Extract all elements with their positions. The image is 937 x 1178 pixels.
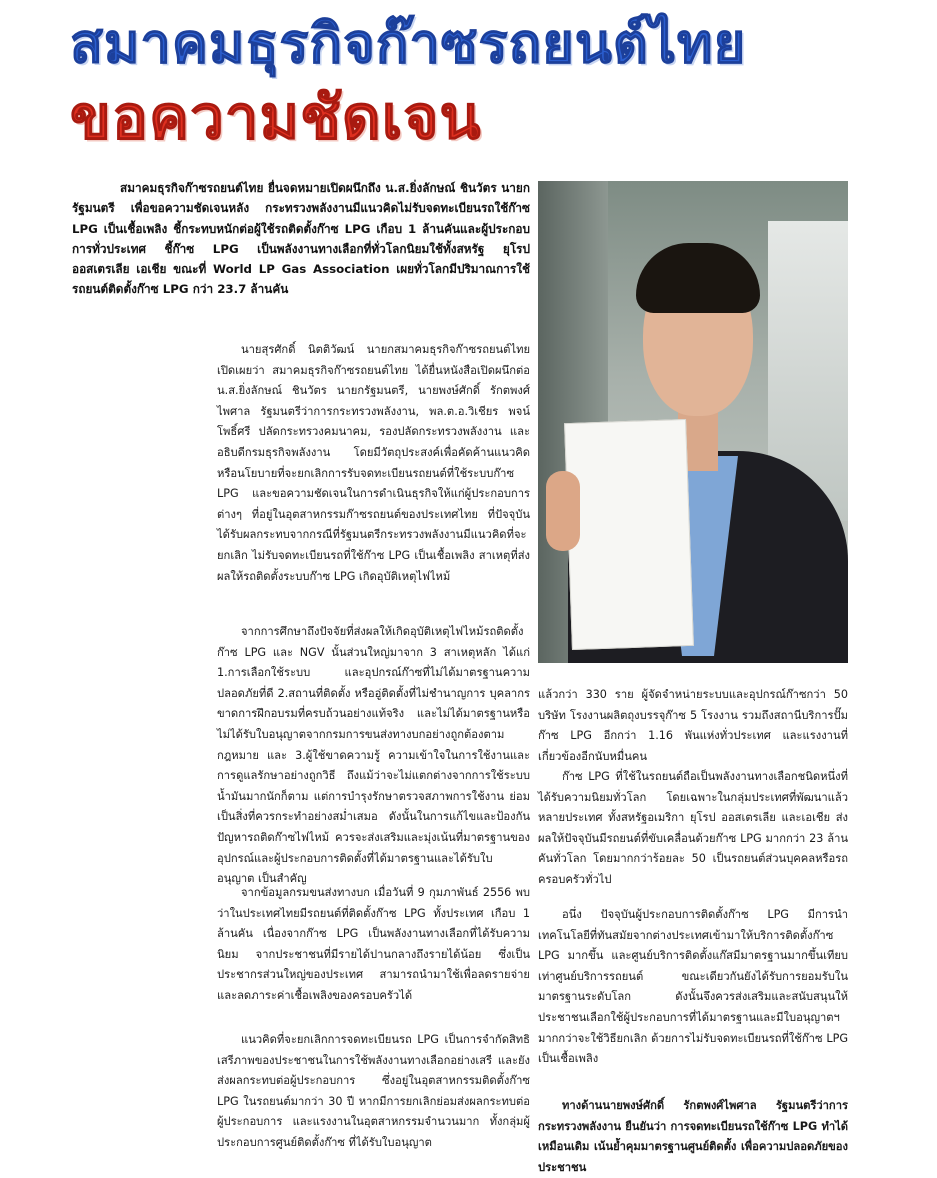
left-paragraph-4: แนวคิดที่จะยกเลิกการจดทะเบียนรถ LPG เป็นการจำกัดสิทธิเสรีภาพของประชาชนในการใช้พลังงานทางเลือกอย่างเสรี และยังส่งผลกระทบต่อผู้ประกอบการ ซึ่งอยู่ในอุตสาหกรรมติดตั้งก๊าซ LPG ในรถยนต์มากว่า 30 ปี หากมีการยกเลิกย่อมส่งผลกระทบต่อผู้ประกอบการ และแรงงานในอุตสาหกรรมจำนวนมาก ทั้งกลุ่มผู้ประกอบการศูนย์ติดตั้งก๊าซ ที่ได้รับใบอนุญาต <box>217 1033 530 1149</box>
left-paragraph-3: จากข้อมูลกรมขนส่งทางบก เมื่อวันที่ 9 กุมภาพันธ์ 2556 พบว่าในประเทศไทยมีรถยนต์ที่ติดตั้งก๊าซ LPG ทั้งประเทศ เกือบ 1 ล้านคัน เนื่องจากก๊าซ LPG เป็นพลังงานทางเลือกที่ได้รับความนิยม จากประชาชนที่มีรายได้ปานกลางถึงรายได้น้อย ซึ่งเป็นประชากรส่วนใหญ่ของประเทศ สามารถนำมาใช้เพื่อลดรายจ่าย และลดภาระค่าเชื้อเพลิงของครอบครัวได้ <box>217 886 530 1002</box>
news-photo <box>538 181 848 663</box>
photo-letter-document <box>564 419 694 650</box>
left-paragraph-2: จากการศึกษาถึงปัจจัยที่ส่งผลให้เกิดอุบัติเหตุไฟไหม้รถติดตั้งก๊าซ LPG และ NGV นั้นส่วนใหญ่มาจาก 3 สาเหตุหลัก ได้แก่ 1.การเลือกใช้ระบบ และอุปกรณ์ก๊าซที่ไม่ได้มาตรฐานความปลอดภัยที่ดี 2.สถานที่ติดตั้ง หรืออู่ติดตั้งที่ไม่ชำนาญการ บุคลากรขาดการฝึกอบรมที่ครบถ้วนอย่างแท้จริง และไม่ได้มาตรฐานหรือไม่ได้รับใบอนุญาตจากกรมการขนส่งทางบกอย่างถูกต้องตามกฎหมาย และ 3.ผู้ใช้ขาดความรู้ ความเข้าใจในการใช้งานและการดูแลรักษาอย่างถูกวิธี ถึงแม้ว่าจะไม่แตกต่างจากการใช้ระบบน้ำมันมากนักก็ตาม แต่การบำรุงรักษาตรวจสภาพการใช้งาน ย่อมเป็นสิ่งที่ควรกระทำอย่างสม่ำเสมอ ดังนั้นในการแก้ไขและป้องกันปัญหารถติดก๊าซไฟไหม้ ควรจะส่งเสริมและมุ่งเน้นที่มาตรฐานของอุปกรณ์และผู้ประกอบการติดตั้งที่ได้มาตรฐานและได้รับใบอนุญาต เป็นสำคัญ <box>217 625 530 886</box>
right-paragraph-4: ทางด้านนายพงษ์ศักดิ์ รักตพงศ์ไพศาล รัฐมนตรีว่าการกระทรวงพลังงาน ยืนยันว่า การจดทะเบียนรถใช้ก๊าซ LPG ทำได้เหมือนเดิม เน้นย้ำคุมมาตรฐานศูนย์ติดตั้ง เพื่อความปลอดภัยของประชาชน <box>538 1099 848 1174</box>
right-paragraph-3: อนึ่ง ปัจจุบันผู้ประกอบการติดตั้งก๊าซ LPG มีการนำเทคโนโลยีที่ทันสมัยจากต่างประเทศเข้ามาให้บริการติดตั้งก๊าซ LPG มากขึ้น และศูนย์บริการติดตั้งแก๊สมีมาตรฐานมากขึ้นเทียบเท่าศูนย์บริการรถยนต์ ขณะเดียวกันยังได้รับการยอมรับในมาตรฐานระดับโลก ดังนั้นจึงควรส่งเสริมและสนับสนุนให้ประชาชนเลือกใช้ผู้ประกอบการที่ได้มาตรฐานและมีใบอนุญาตฯ มากกว่าจะใช้วิธียกเลิก ด้วยการไม่รับจดทะเบียนรถที่ใช้ก๊าซ LPG เป็นเชื้อเพลิง <box>538 908 848 1066</box>
lead-paragraph: สมาคมธุรกิจก๊าซรถยนต์ไทย ยื่นจดหมายเปิดผนึกถึง น.ส.ยิ่งลักษณ์ ชินวัตร นายกรัฐมนตรี เพื่อขอความชัดเจนหลัง กระทรวงพลังงานมีแนวคิดไม่รับจดทะเบียนรถใช้ก๊าซ LPG เป็นเชื้อเพลิง ชี้กระทบหนักต่อผู้ใช้รถติดตั้งก๊าซ LPG เกือบ 1 ล้านคันและผู้ประกอบการทั่วประเทศ ชี้ก๊าซ LPG เป็นพลังงานทางเลือกที่ทั่วโลกนิยมใช้ทั้งสหรัฐ ยุโรป ออสเตรเลีย เอเชีย ขณะที่ World LP Gas Association เผยทั่วโลกมีปริมาณการใช้รถยนต์ติดตั้งก๊าซ LPG กว่า 23.7 ล้านคัน <box>72 181 530 297</box>
right-paragraph-1: แล้วกว่า 330 ราย ผู้จัดจำหน่ายระบบและอุปกรณ์ก๊าซกว่า 50 บริษัท โรงงานผลิตถุงบรรจุก๊าซ 5 โรงงาน รวมถึงสถานีบริการปั๊มก๊าซ LPG อีกกว่า 1.16 พันแห่งทั่วประเทศ และแรงงานที่เกี่ยวข้องอีกนับหมื่นคน <box>538 688 848 763</box>
headline-line-2: ขอความชัดเจน <box>70 83 482 153</box>
photo-hair <box>636 243 760 313</box>
headline-line-1: สมาคมธุรกิจก๊าซรถยนต์ไทย <box>70 12 747 75</box>
right-paragraph-2: ก๊าซ LPG ที่ใช้ในรถยนต์ถือเป็นพลังงานทางเลือกชนิดหนึ่งที่ได้รับความนิยมทั่วโลก โดยเฉพาะในกลุ่มประเทศที่พัฒนาแล้วหลายประเทศ ทั้งสหรัฐอเมริกา ยุโรป ออสเตรเลีย และเอเชีย ส่งผลให้ปัจจุบันมีรถยนต์ที่ขับเคลื่อนด้วยก๊าซ LPG มากกว่า 23 ล้านคันทั่วโลก โดยมากกว่าร้อยละ 50 เป็นรถยนต์ส่วนบุคคลหรือรถครอบครัวทั่วไป <box>538 770 848 886</box>
left-paragraph-1: นายสุรศักดิ์ นิตติวัฒน์ นายกสมาคมธุรกิจก๊าซรถยนต์ไทย เปิดเผยว่า สมาคมธุรกิจก๊าซรถยนต์ไทย ได้ยื่นหนังสือเปิดผนึกต่อ น.ส.ยิ่งลักษณ์ ชินวัตร นายกรัฐมนตรี, นายพงษ์ศักดิ์ รักตพงศ์ไพศาล รัฐมนตรีว่าการกระทรวงพลังงาน, พล.ต.อ.วิเชียร พจน์โพธิ์ศรี ปลัดกระทรวงคมนาคม, รองปลัดกระทรวงพลังงาน และอธิบดีกรมธุรกิจพลังงาน โดยมีวัตถุประสงค์เพื่อคัดค้านแนวคิดหรือนโยบายที่จะยกเลิกการรับจดทะเบียนรถยนต์ที่ใช้ระบบก๊าซ LPG และขอความชัดเจนในการดำเนินธุรกิจให้แก่ผู้ประกอบการต่างๆ ที่อยู่ในอุตสาหกรรมก๊าซรถยนต์ของประเทศไทย ที่ปัจจุบันได้รับผลกระทบจากกรณีที่รัฐมนตรีกระทรวงพลังงานมีแนวคิดที่จะยกเลิก ไม่รับจดทะเบียนรถที่ใช้ก๊าซ LPG เป็นเชื้อเพลิง สาเหตุที่ส่งผลให้รถติดตั้งระบบก๊าซ LPG เกิดอุบัติเหตุไฟไหม้ <box>217 343 530 583</box>
photo-hand <box>546 471 580 551</box>
